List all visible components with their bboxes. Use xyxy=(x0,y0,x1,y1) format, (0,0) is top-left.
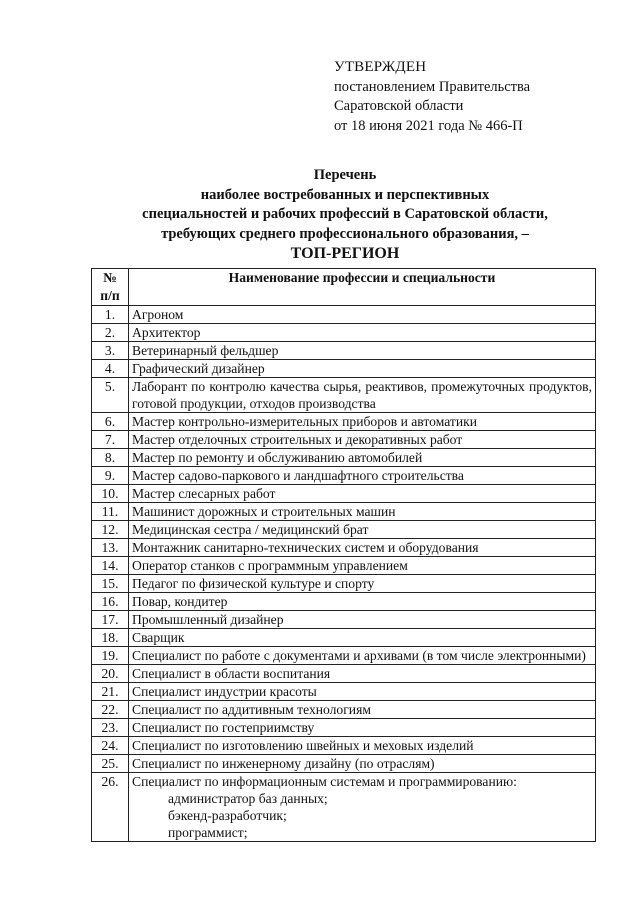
table-body xyxy=(92,306,596,842)
row-name: Мастер слесарных работ xyxy=(129,485,596,503)
table-row xyxy=(92,431,596,449)
row-number: 23. xyxy=(92,719,129,737)
row-name: Промышленный дизайнер xyxy=(129,611,596,629)
row-name: Ветеринарный фельдшер xyxy=(129,342,596,360)
table-row xyxy=(92,719,596,737)
row-sub-item: администратор баз данных; xyxy=(168,791,328,806)
row-name: Лаборант по контролю качества сырья, реактивов, промежуточных продуктов, готовой продукции, отходов производства xyxy=(129,378,596,413)
table-row xyxy=(92,575,596,593)
table-row xyxy=(92,360,596,378)
table-row xyxy=(92,485,596,503)
row-name: Графический дизайнер xyxy=(129,360,596,378)
approval-line-3: от 18 июня 2021 года № 466-П xyxy=(334,117,523,134)
row-number: 10. xyxy=(92,485,129,503)
table-row xyxy=(92,378,596,413)
row-name: Машинист дорожных и строительных машин xyxy=(129,503,596,521)
row-number: 9. xyxy=(92,467,129,485)
row-number: 12. xyxy=(92,521,129,539)
row-name: Сварщик xyxy=(129,629,596,647)
row-name-main: Специалист по информационным системам и программированию: xyxy=(132,774,517,789)
row-number: 24. xyxy=(92,737,129,755)
table-row xyxy=(92,449,596,467)
title-line-1: Перечень xyxy=(313,167,377,183)
row-number: 18. xyxy=(92,629,129,647)
table-row xyxy=(92,701,596,719)
title-line-5: ТОП-РЕГИОН xyxy=(290,245,400,262)
row-sub-item: бэкенд-разработчик; xyxy=(168,808,287,823)
table-row xyxy=(92,324,596,342)
row-name: Специалист индустрии красоты xyxy=(129,683,596,701)
row-name: Агроном xyxy=(129,306,596,324)
table-row xyxy=(92,611,596,629)
row-number: 25. xyxy=(92,755,129,773)
table-row xyxy=(92,665,596,683)
table-row xyxy=(92,773,596,842)
table-row xyxy=(92,737,596,755)
table-row xyxy=(92,647,596,665)
row-number: 8. xyxy=(92,449,129,467)
row-name: Оператор станков с программным управлением xyxy=(129,557,596,575)
row-name: Педагог по физической культуре и спорту xyxy=(129,575,596,593)
table-row xyxy=(92,629,596,647)
row-name: Мастер садово-паркового и ландшафтного строительства xyxy=(129,467,596,485)
row-number: 16. xyxy=(92,593,129,611)
row-name xyxy=(129,773,596,842)
title-line-3: специальностей и рабочих профессий в Саратовской области, xyxy=(142,206,548,222)
row-number: 2. xyxy=(92,324,129,342)
table-row xyxy=(92,521,596,539)
row-sub-item: программист; xyxy=(168,825,248,840)
row-name: Монтажник санитарно-технических систем и оборудования xyxy=(129,539,596,557)
approval-line-1: постановлением Правительства xyxy=(334,78,531,95)
table-row xyxy=(92,755,596,773)
row-name: Специалист по работе с документами и архивами (в том числе электронными) xyxy=(129,647,596,665)
row-name: Специалист по гостеприимству xyxy=(129,719,596,737)
title-line-2: наиболее востребованных и перспективных xyxy=(200,186,490,203)
table-row xyxy=(92,557,596,575)
approval-stamp xyxy=(334,58,530,136)
approval-line-2: Саратовской области xyxy=(334,98,464,114)
table-row xyxy=(92,413,596,431)
row-number: 21. xyxy=(92,683,129,701)
table-header-row xyxy=(92,269,596,306)
approval-heading: УТВЕРЖДЕН xyxy=(334,59,427,75)
table-row xyxy=(92,593,596,611)
title-line-4: требующих среднего профессионального образования, – xyxy=(161,225,529,242)
row-number: 7. xyxy=(92,431,129,449)
header-name: Наименование профессии и специальности xyxy=(129,269,596,306)
row-number: 22. xyxy=(92,701,129,719)
row-number: 3. xyxy=(92,342,129,360)
table-row xyxy=(92,539,596,557)
table-row xyxy=(92,306,596,324)
row-name: Мастер по ремонту и обслуживанию автомобилей xyxy=(129,449,596,467)
row-number: 20. xyxy=(92,665,129,683)
row-name: Повар, кондитер xyxy=(129,593,596,611)
row-number: 6. xyxy=(92,413,129,431)
row-name: Медицинская сестра / медицинский брат xyxy=(129,521,596,539)
header-number-line-2: п/п xyxy=(100,288,120,303)
table-row xyxy=(92,503,596,521)
row-number: 26. xyxy=(92,773,129,842)
row-name: Архитектор xyxy=(129,324,596,342)
row-number: 19. xyxy=(92,647,129,665)
row-name: Специалист по изготовлению швейных и меховых изделий xyxy=(129,737,596,755)
row-name: Мастер контрольно-измерительных приборов и автоматики xyxy=(129,413,596,431)
row-name: Мастер отделочных строительных и декоративных работ xyxy=(129,431,596,449)
table-row xyxy=(92,467,596,485)
row-number: 13. xyxy=(92,539,129,557)
row-number: 17. xyxy=(92,611,129,629)
document-title xyxy=(60,166,630,264)
row-name: Специалист по аддитивным технологиям xyxy=(129,701,596,719)
row-number: 4. xyxy=(92,360,129,378)
row-number: 14. xyxy=(92,557,129,575)
row-number: 11. xyxy=(92,503,129,521)
professions-table xyxy=(91,268,596,842)
header-number-line-1: № xyxy=(103,270,117,285)
header-number xyxy=(92,269,129,306)
table-row xyxy=(92,683,596,701)
table-row xyxy=(92,342,596,360)
row-name: Специалист по инженерному дизайну (по отраслям) xyxy=(129,755,596,773)
row-number: 15. xyxy=(92,575,129,593)
row-number: 1. xyxy=(92,306,129,324)
row-name: Специалист в области воспитания xyxy=(129,665,596,683)
row-number: 5. xyxy=(92,378,129,413)
